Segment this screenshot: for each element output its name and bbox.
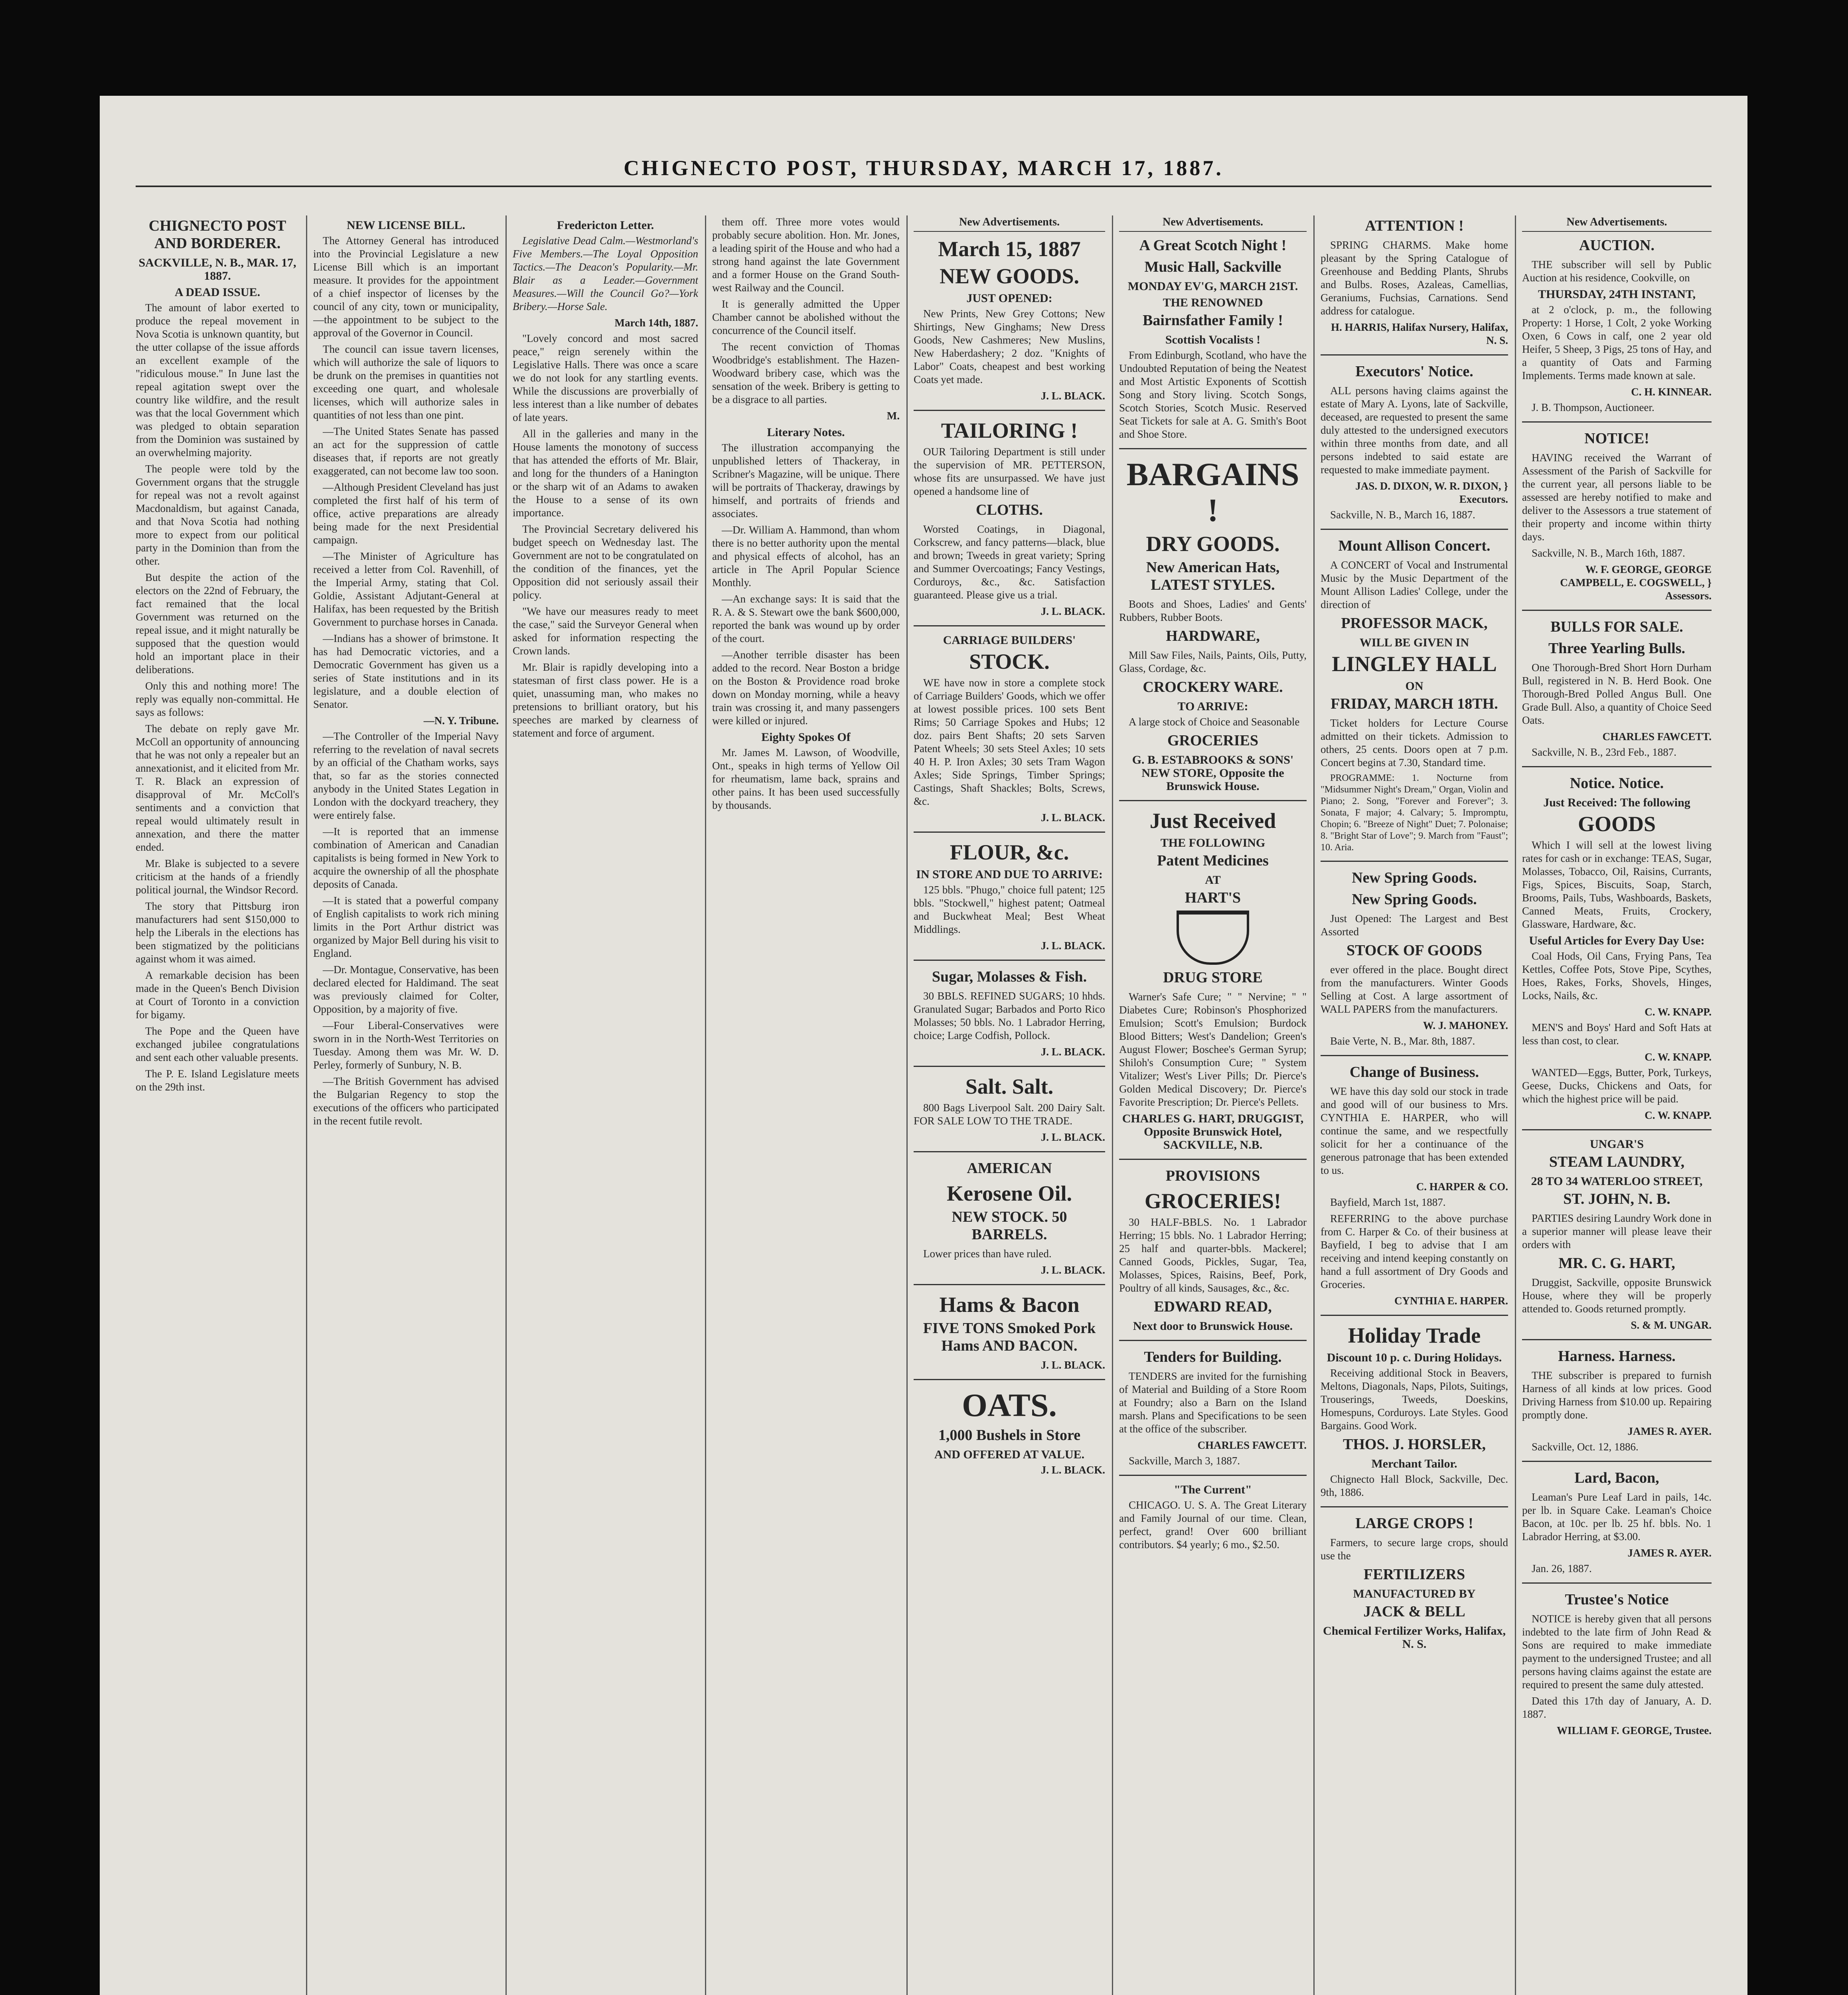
ad-body: 800 Bags Liverpool Salt. 200 Dairy Salt. FOR SALE LOW TO THE TRADE. (914, 1102, 1105, 1127)
column-4 (712, 215, 900, 1995)
signature: M. (886, 410, 900, 422)
ad-signature: W. F. GEORGE, GEORGE CAMPBELL, E. COGSWELL, } Assessors. (1560, 563, 1712, 602)
ad-body: SPRING CHARMS. Make home pleasant by the Spring Catalogue of Greenhouse and Bedding Plants, Shrubs and Bulbs. Roses, Azaleas, Camellias, Geraniums, Fuchsias, Carnations. Send address for catalogue. (1321, 239, 1508, 317)
paragraph: "We have our measures ready to meet the case," said the Surveyor General when asked for information respecting the Crown lands. (513, 605, 698, 657)
ad-body: NOTICE is hereby given that all persons indebted to the late firm of John Read & Sons are required to make immediate payment to the undersigned Trustee; and all persons having claims against the estate are required to present the same duly attested. (1522, 1613, 1712, 1691)
ad-title: ATTENTION ! (1365, 217, 1464, 234)
ad-subtitle: THE FOLLOWING (1160, 836, 1266, 849)
ad-signature: J. L. BLACK. (1040, 1359, 1105, 1371)
column-header: New Advertisements. (1522, 215, 1712, 232)
ad-body: CHICAGO. U. S. A. The Great Literary and Family Journal of our time. Clean, perfect, grand! Over 600 brilliant contributors. $4 yearly; 6 mo., $2.50. (1119, 1499, 1307, 1551)
ad-title: NOTICE! (1584, 430, 1649, 447)
ad-body: From Edinburgh, Scotland, who have the Undoubted Reputation of being the Neatest and Most Artistic Exponents of Scottish Song and Story living. Scotch Songs, Scotch Stories, Scotch Music. Reserved Seat Tickets for sale at A. G. Smith's Boot and Shoe Store. (1119, 349, 1307, 440)
divider (1321, 1055, 1508, 1056)
masthead-rule (136, 186, 1712, 187)
divider (1522, 1339, 1712, 1340)
column-5 (914, 215, 1105, 1995)
ad-title: New Spring Goods. (1352, 869, 1477, 886)
column-header: New Advertisements. (1119, 215, 1307, 232)
column-3 (513, 215, 698, 1995)
divider (914, 832, 1105, 833)
newspaper-page (100, 96, 1747, 1995)
column-6 (1119, 215, 1307, 1995)
ad-body: Which I will sell at the lowest living rates for cash or in exchange: TEAS, Sugar, Molasses, Tobacco, Oil, Raisins, Currants, Figs, Spices, Biscuits, Soap, Starch, Brooms, Pails, Tubs, Washboards, Baskets, Canned Meats, Fruits, Crockery, Glassware, Hardware, &c. (1522, 839, 1712, 930)
ad-body: Receiving additional Stock in Beavers, Meltons, Diagonals, Naps, Pilots, Suitings, Trouserings, Tweeds, Doeskins, Homespuns, Corduroys. Late Styles. Good Bargains. Good Work. (1321, 1367, 1508, 1432)
ad-signature: J. L. BLACK. (1040, 1131, 1105, 1143)
paragraph: "Lovely concord and most sacred peace," reign serenely within the Legislative Halls. There was once a scare we do not look for any startling events. While the discussions are proverbially of less interest than a like number of debates of late years. (513, 332, 698, 423)
ad-signature: Next door to Brunswick House. (1133, 1319, 1293, 1333)
divider (1321, 861, 1508, 862)
ad-subtitle: NEW STOCK. 50 BARRELS. (952, 1209, 1067, 1243)
divider (914, 1151, 1105, 1152)
ad-date: Sackville, N. B., March 16th, 1887. (1532, 547, 1685, 559)
ad-title: Harness. Harness. (1558, 1348, 1676, 1365)
ad-body: WE have this day sold our stock in trade and good will of our business to Mrs. CYNTHIA E. HARPER, who will continue the same, and we respectfully solicit for her a continuance of the generous patronage that has been extended to us. (1321, 1085, 1508, 1176)
paragraph: them off. Three more votes would probably secure abolition. Hon. Mr. Jones, a leading spirit of the House and who had a strong hand against the late Government and a former House on the Grand South-west Railway and the Council. (712, 216, 900, 294)
ad-title: Mount Allison Concert. (1338, 537, 1491, 554)
ad-heading: HARDWARE, (1166, 628, 1260, 644)
divider (1119, 800, 1307, 801)
ad-subtitle: AT (1205, 873, 1221, 887)
ad-body: ALL persons having claims against the estate of Mary A. Lyons, late of Sackville, deceased, are requested to present the same duly attested to the undersigned executors within three months from date, and all persons indebted to said estate are requested to make immediate payment. (1321, 385, 1508, 476)
ad-subtitle: Scottish Vocalists ! (1165, 333, 1261, 346)
paragraph: —The British Government has advised the Bulgarian Regency to stop the executions of the officers who participated in the recent futile revolt. (313, 1075, 499, 1127)
paragraph: The Attorney General has introduced into the Provincial Legislature a new License Bill which is an important measure. It provides for the appointment of a chief inspector of licenses by the council of any city, town or municipality,—the appointment to be subject to the approval of the Governor in Council. (313, 235, 499, 339)
divider (914, 960, 1105, 961)
ad-heading: STEAM LAUNDRY, (1549, 1154, 1685, 1170)
ad-signature: J. L. BLACK. (1040, 1046, 1105, 1058)
ad-subtitle: WILL BE GIVEN IN (1359, 636, 1469, 649)
ad-signature: C. W. KNAPP. (1645, 1051, 1712, 1063)
ad-body: HAVING received the Warrant of Assessment of the Parish of Sackville for the current year, all persons liable to be assessed are hereby notified to make and deliver to the Assessors a true statement of their property and income within thirty days. (1522, 452, 1712, 543)
ad-signature: JAMES R. AYER. (1627, 1425, 1712, 1437)
column-rule (1515, 215, 1516, 1995)
ad-signature: G. B. ESTABROOKS & SONS' NEW STORE, Opposite the Brunswick House. (1132, 753, 1294, 793)
paragraph: Mr. Blake is subjected to a severe criticism at the hands of a friendly political journal, the Windsor Record. (136, 857, 299, 896)
ad-date: MONDAY EV'G, MARCH 21ST. (1127, 280, 1298, 293)
ad-body: THE subscriber is prepared to furnish Harness of all kinds at low prices. Good Driving Harness from $10.00 up. Repairing promptly done. (1522, 1369, 1712, 1421)
ad-title: BULLS FOR SALE. (1550, 618, 1683, 635)
ad-heading: STOCK. (969, 650, 1050, 674)
ad-title: FLOUR, &c. (950, 840, 1069, 864)
article-title: NEW LICENSE BILL. (346, 219, 466, 232)
ad-heading: Three Yearling Bulls. (1548, 640, 1686, 657)
ad-title: Notice. Notice. (1570, 775, 1664, 792)
ad-body: One Thorough-Bred Short Horn Durham Bull, registered in N. B. Herd Book. One Thorough-Bred Polled Angus Bull. One Grade Bull. Also, a quantity of Choice Seed Oats. (1522, 662, 1712, 726)
paragraph: —Four Liberal-Conservatives were sworn in in the North-West Territories on Tuesday. Among them was Mr. W. D. Perley, formerly of Sunbury, N. B. (313, 1019, 499, 1071)
ad-date: Bayfield, March 1st, 1887. (1330, 1196, 1446, 1208)
ad-title: Sugar, Molasses & Fish. (932, 968, 1087, 985)
divider (1522, 610, 1712, 611)
divider (914, 1379, 1105, 1380)
ad-body: Leaman's Pure Leaf Lard in pails, 14c. per lb. in Square Cake. Leaman's Choice Bacon, at 10c. per lb. 25 hf. bbls. No. 1 Labrador Herring, at $3.00. (1522, 1491, 1712, 1543)
ad-date: Sackville, Oct. 12, 1886. (1532, 1441, 1639, 1453)
ad-heading: FERTILIZERS (1363, 1566, 1465, 1583)
ad-signature: H. HARRIS, Halifax Nursery, Halifax, N. S. (1331, 321, 1508, 346)
ad-signature: Chemical Fertilizer Works, Halifax, N. S. (1323, 1624, 1506, 1651)
ad-body: A CONCERT of Vocal and Instrumental Music by the Music Department of the Mount Allison Ladies' College, under the direction of (1321, 559, 1508, 610)
ad-date: Jan. 26, 1887. (1532, 1562, 1592, 1574)
paragraph: The debate on reply gave Mr. McColl an opportunity of announcing that he was not only a repealer but an annexationist, and it elicited from Mr. T. R. Black an expression of disapproval of Mr. McColl's sentiments and a conviction that repeal would ultimately result in annexation, and there the matter ended. (136, 723, 299, 853)
paragraph: The amount of labor exerted to produce the repeal movement in Nova Scotia is unknown quantity, but the utter collapse of the issue affords an excellent example of the "ridiculous mouse." In June last the repeal agitation swept over the country like wildfire, and the result was that the local Government which was pledged to obtain separation from the Dominion was sustained by an overwhelming majority. (136, 302, 299, 458)
divider (1321, 1506, 1508, 1507)
column-rule (306, 215, 307, 1995)
paragraph: A remarkable decision has been made in the Queen's Bench Division at Court of Toronto in a conviction for bigamy. (136, 969, 299, 1021)
divider (1119, 1159, 1307, 1160)
divider (1522, 421, 1712, 423)
dateline: SACKVILLE, N. B., MAR. 17, 1887. (138, 256, 296, 282)
ad-heading: DRUG STORE (1163, 969, 1263, 986)
divider (914, 410, 1105, 411)
ad-heading: DRY GOODS. (1146, 532, 1280, 556)
ad-heading: CLOTHS. (976, 502, 1043, 518)
ad-signature: C. W. KNAPP. (1645, 1109, 1712, 1121)
ad-signature: Merchant Tailor. (1371, 1457, 1457, 1470)
ad-signature: CHARLES G. HART, DRUGGIST, Opposite Brunswick Hotel, SACKVILLE, N.B. (1122, 1112, 1304, 1152)
ad-subtitle: JUST OPENED: (966, 292, 1052, 305)
divider (1119, 448, 1307, 449)
ad-title: UNGAR'S (1589, 1138, 1644, 1151)
paragraph: The council can issue tavern licenses, which will authorize the sale of liquors to be drunk on the premises in quantities not exceeding one quart, and wholesale licenses, which will authorize sales in quantities of not less than one pint. (313, 343, 499, 421)
paragraph: —It is reported that an immense combination of American and Canadian capitalists is being formed in New York to acquire the ownership of all the phosphate deposits of Canada. (313, 826, 499, 890)
ad-body: 30 HALF-BBLS. No. 1 Labrador Herring; 15 bbls. No. 1 Labrador Herring; 25 half and quarter-bbls. Mackerel; Canned Goods, Pickles, Sugar, Tea, Molasses, Spices, Raisins, Beef, Pork, Poultry of all kinds, Sausages, &c., &c. (1119, 1216, 1307, 1294)
ad-date: Sackville, N. B., March 16, 1887. (1330, 509, 1475, 521)
divider (1321, 1315, 1508, 1316)
ad-heading: Patent Medicines (1157, 852, 1269, 869)
ad-title: Trustee's Notice (1565, 1591, 1669, 1608)
ad-body: Farmers, to secure large crops, should use the (1321, 1537, 1508, 1562)
ad-title: Hams & Bacon (939, 1293, 1080, 1317)
ad-signature: C. H. KINNEAR. (1631, 386, 1712, 398)
ad-date: Chignecto Hall Block, Sackville, Dec. 9th, 1886. (1321, 1473, 1508, 1498)
ad-heading: LINGLEY HALL (1332, 652, 1497, 676)
ad-body: Lower prices than have ruled. (923, 1248, 1052, 1260)
divider (1522, 1582, 1712, 1584)
paragraph: The P. E. Island Legislature meets on the 29th inst. (136, 1068, 299, 1093)
column-rule (505, 215, 507, 1995)
divider (1321, 354, 1508, 356)
ad-title: OATS. (962, 1387, 1057, 1423)
ad-subtitle: THE RENOWNED (1163, 296, 1263, 309)
column-rule (705, 215, 706, 1995)
divider (1522, 1129, 1712, 1130)
paragraph: All in the galleries and many in the House laments the monotony of success that has attended the efforts of Mr. Blair, and long for the thunders of a Hanington or the sharp wit of an Adams to awaken the House to a sense of its own importance. (513, 428, 698, 519)
article-date: March 14th, 1887. (614, 317, 698, 329)
paragraph: —Dr. Montague, Conservative, has been declared elected for Haldimand. The seat was previously claimed for Colter, Opposition, by a majority of five. (313, 964, 499, 1015)
ad-title: AMERICAN (967, 1160, 1052, 1177)
ad-subtitle: 28 TO 34 WATERLOO STREET, (1531, 1175, 1703, 1188)
ad-signature: WILLIAM F. GEORGE, Trustee. (1556, 1724, 1712, 1736)
ad-subtitle: Useful Articles for Every Day Use: (1529, 934, 1705, 947)
ad-date: Sackville, March 3, 1887. (1129, 1455, 1240, 1467)
divider (1119, 1475, 1307, 1476)
ad-body: WE have now in store a complete stock of Carriage Builders' Goods, which we offer at lowest possible prices. 100 sets Bent Rims; 50 Carriage Spokes and Hubs; 12 doz. pairs Bent Shafts; 20 sets Sarven Patent Wheels; 30 sets Steel Axles; 10 sets 40 H. P. Iron Axles; 30 sets Tram Wagon Axles; Side Springs, Timber Springs; Castings, Shaft Shackles; Bolts, Screws, &c. (914, 677, 1105, 807)
ad-title: BARGAINS ! (1126, 456, 1299, 528)
ad-heading: ST. JOHN, N. B. (1563, 1191, 1670, 1207)
ad-subtitle: Discount 10 p. c. During Holidays. (1327, 1351, 1502, 1364)
ad-heading: MR. C. G. HART, (1558, 1255, 1675, 1272)
ad-title: Lard, Bacon, (1574, 1470, 1659, 1486)
ad-signature: CYNTHIA E. HARPER. (1394, 1295, 1508, 1307)
article-title: A DEAD ISSUE. (174, 286, 261, 299)
paragraph: —Indians has a shower of brimstone. It has had Democratic victories, and a Democratic Government has given us a series of State institutions and in its legislature, and a double election of Senator. (313, 632, 499, 710)
ad-subtitle: AND OFFERED AT VALUE. (934, 1448, 1085, 1461)
ad-subtitle: TO ARRIVE: (1177, 700, 1248, 713)
section-title: Literary Notes. (767, 426, 845, 439)
ad-signature: C. W. KNAPP. (1645, 1006, 1712, 1018)
ad-heading: Bairnsfather Family ! (1143, 312, 1283, 329)
paragraph: —It is stated that a powerful company of English capitalists to work rich mining limits in the Port Arthur district was organized by Major Bell during his visit to England. (313, 895, 499, 959)
ad-heading: HART'S (1185, 889, 1241, 906)
ad-subtitle: ON (1405, 679, 1424, 693)
ad-body: Worsted Coatings, in Diagonal, Corkscrew, and fancy patterns—black, blue and brown; Tweeds in great variety; Spring and Summer Overcoatings; Fancy Vestings, Corduroys, &c., &c. Satisfaction guaranteed. Please give us a trial. (914, 523, 1105, 601)
ad-body: New Prints, New Grey Cottons; New Shirtings, New Ginghams; New Dress Goods, New Cashmeres; New Muslins, New Haberdashery; 2 doz. "Knights of Labor" Coats, cheapest and best working Coats yet made. (914, 308, 1105, 385)
ad-title: AUCTION. (1579, 237, 1655, 254)
ad-body: at 2 o'clock, p. m., the following Property: 1 Horse, 1 Colt, 2 yoke Working Oxen, 6 Cows in calf, one 2 year old Heifer, 5 Sheep, 3 Pigs, 25 tons of Hay, and a quantity of Oats and Farming Implements. Terms made known at sale. (1522, 304, 1712, 381)
ad-signature: J. L. BLACK. (1040, 812, 1105, 824)
ad-date: March 15, 1887 (938, 237, 1081, 261)
paragraph: —Dr. William A. Hammond, than whom there is no better authority upon the mental and physical effects of alcohol, has an article in The April Popular Science Monthly. (712, 524, 900, 589)
ad-subtitle: New American Hats, LATEST STYLES. (1146, 559, 1280, 593)
ad-body: Boots and Shoes, Ladies' and Gents' Rubbers, Rubber Boots. (1119, 598, 1307, 623)
ad-body: Druggist, Sackville, opposite Brunswick House, where they will be properly attended to. Goods returned promptly. (1522, 1276, 1712, 1315)
column-rule (1112, 215, 1113, 1995)
ad-signature: JAMES R. AYER. (1627, 1547, 1712, 1559)
ad-body: Just Opened: The Largest and Best Assorted (1321, 913, 1508, 938)
column-1 (136, 215, 299, 1995)
signature: —N. Y. Tribune. (423, 715, 499, 727)
ad-signature: EDWARD READ, (1154, 1298, 1272, 1315)
ad-heading: GROCERIES (1167, 732, 1259, 749)
ad-body: Warner's Safe Cure; " " Nervine; " " Diabetes Cure; Robinson's Phosphorized Emulsion; Scott's Emulsion; Burdock Blood Bitters; West's Dandelion; Green's August Flower; Boschee's German Syrup; Shiloh's Consumption Cure; " System Vitalizer; West's Liver Pills; Dr. Pierce's Golden Medical Discovery; Dr. Pierce's Favorite Prescription; Dr. Pierce's Pellets. (1119, 991, 1307, 1108)
ad-heading: JACK & BELL (1363, 1603, 1465, 1620)
ad-heading: CROCKERY WARE. (1143, 679, 1283, 695)
divider (1522, 1461, 1712, 1462)
ad-heading: GROCERIES! (1144, 1189, 1281, 1213)
paragraph: —The Minister of Agriculture has received a letter from Col. Ravenhill, of the Imperial Army, stating that Col. Goldie, Assistant Adjutant-General at Halifax, has been requested by the British Government to purchase horses in Canada. (313, 550, 499, 628)
ad-heading: FIVE TONS Smoked Pork Hams AND BACON. (923, 1320, 1096, 1354)
paragraph: —Although President Cleveland has just completed the first half of his term of office, active preparations are already being made for the next Presidential campaign. (313, 481, 499, 546)
section-title: Eighty Spokes Of (761, 731, 851, 744)
paragraph: The recent conviction of Thomas Woodbridge's establishment. The Hazen-Woodward bribery case, which was the sensation of the week. Bribery is getting to be a disgrace to all parties. (712, 341, 900, 405)
ad-title: PROVISIONS (1165, 1167, 1260, 1184)
ad-title: New Spring Goods. (1352, 891, 1477, 908)
ad-body: THE subscriber will sell by Public Auction at his residence, Cookville, on (1522, 259, 1712, 284)
paragraph: The story that Pittsburg iron manufacturers had sent $150,000 to help the Liberals in the elections has been stigmatized by the politicians against whom it was aimed. (136, 900, 299, 965)
ad-signature: J. L. BLACK. (1040, 940, 1105, 952)
concert-programme: PROGRAMME: 1. Nocturne from "Midsummer Night's Dream," Organ, Violin and Piano; 2. Song, "Forever and Forever"; 3. Sonata, F major; 4. Calvary; 5. Impromptu, Chopin; 6. "Breeze of Night" Duet; 7. Polonaise; 8. "Bright Star of Love"; 9. March from "Faust"; 10. Aria. (1321, 773, 1508, 853)
ad-body: Mill Saw Files, Nails, Paints, Oils, Putty, Glass, Cordage, &c. (1119, 649, 1307, 674)
paragraph: Only this and nothing more! The reply was equally non-committal. He says as follows: (136, 680, 299, 718)
paragraph: —The United States Senate has passed an act for the suppression of cattle diseases that, if reports are not greatly exaggerated, can not become law too soon. (313, 425, 499, 477)
ad-signature: W. J. MAHONEY. (1423, 1019, 1508, 1031)
divider (1119, 1340, 1307, 1341)
ad-body: Ticket holders for Lecture Course admitted on their tickets. Admission to others, 25 cents. Doors open at 7 p.m. Concert begins at 7.30, Standard time. (1321, 717, 1508, 768)
article-subtitle: Legislative Dead Calm.—Westmorland's Five Members.—The Loyal Opposition Tactics.—The Deacon's Popularity.—Mr. Blair as a Leader.—Government Measures.—Will the Council Go?—York Bribery.—Horse Sale. (513, 235, 698, 312)
ad-body: TENDERS are invited for the furnishing of Material and Building of a Store Room at Foundry; also a Barn on the Island marsh. Plans and Specifications to be seen at the office of the subscriber. (1119, 1370, 1307, 1435)
masthead: CHIGNECTO POST, THURSDAY, MARCH 17, 1887. (624, 156, 1224, 180)
ad-body: 125 bbls. "Phugo," choice full patent; 125 bbls. "Stockwell," highest patent; Oatmeal and Buckwheat Meal; Best Wheat Middlings. (914, 884, 1105, 935)
ad-title: Just Received (1149, 809, 1276, 833)
paragraph: The people were told by the Government organs that the struggle for repeal was not a revolt against Macdonaldism, but against Canada, and that Nova Scotia had nothing more to expect from our political party in the Dominion than from the other. (136, 463, 299, 567)
paragraph: Mr. James M. Lawson, of Woodville, Ont., speaks in high terms of Yellow Oil for rheumatism, lame back, sprains and other pains. It has been used successfully by thousands. (712, 747, 900, 811)
ad-title: LARGE CROPS ! (1355, 1515, 1473, 1532)
ad-heading: GOODS (1578, 812, 1656, 836)
ad-body: ever offered in the place. Bought direct from the manufacturers. Winter Goods Selling at Cost. A large assortment of WALL PAPERS from the manufacturers. (1321, 964, 1508, 1015)
ad-body: REFERRING to the above purchase from C. Harper & Co. of their business at Bayfield, I beg to advise that I am receiving and intend keeping constantly on hand a full assortment of Dry Goods and Groceries. (1321, 1213, 1508, 1290)
ad-body: A large stock of Choice and Seasonable (1129, 716, 1300, 728)
ad-date: Dated this 17th day of January, A. D. 1887. (1522, 1695, 1712, 1720)
ad-signature: C. HARPER & CO. (1416, 1181, 1508, 1193)
ad-date: THURSDAY, 24TH INSTANT, (1538, 288, 1696, 301)
ad-title: NEW GOODS. (939, 264, 1080, 288)
paragraph: —An exchange says: It is said that the R. A. & S. Stewart owe the bank $600,000, reported the bank was wound up by order of the court. (712, 593, 900, 644)
ad-signature: JAS. D. DIXON, W. R. DIXON, } Executors. (1355, 480, 1508, 505)
ad-heading: STOCK OF GOODS (1347, 942, 1482, 959)
ad-title: CARRIAGE BUILDERS' (943, 634, 1076, 647)
divider (1321, 529, 1508, 530)
ad-subtitle: Just Received: The following (1543, 796, 1690, 809)
ad-subtitle: IN STORE AND DUE TO ARRIVE: (916, 868, 1103, 881)
column-7 (1321, 215, 1508, 1995)
ad-heading: 1,000 Bushels in Store (938, 1427, 1081, 1444)
divider (914, 1284, 1105, 1285)
paragraph: —The Controller of the Imperial Navy referring to the revelation of naval secrets by an official of the Chatham works, says that, so far as the stories connected anybody in the United States Legation in London with the dockyard treachery, they were entirely false. (313, 730, 499, 821)
ad-title: Tenders for Building. (1144, 1349, 1282, 1365)
divider (914, 1066, 1105, 1067)
column-8 (1522, 215, 1712, 1995)
ad-title: Salt. Salt. (965, 1075, 1054, 1098)
ad-signature: J. L. BLACK. (1040, 1464, 1105, 1476)
divider (914, 625, 1105, 626)
ad-auctioneer: J. B. Thompson, Auctioneer. (1532, 401, 1655, 413)
ad-heading: FRIDAY, MARCH 18TH. (1331, 695, 1498, 712)
ad-date: Baie Verte, N. B., Mar. 8th, 1887. (1330, 1035, 1475, 1047)
ad-body: PARTIES desiring Laundry Work done in a superior manner will please leave their orders with (1522, 1212, 1712, 1250)
ad-signature: S. & M. UNGAR. (1631, 1319, 1712, 1331)
ad-body: OUR Tailoring Department is still under the supervision of MR. PETTERSON, whose fits are unsurpassed. We have just opened a handsome line of (914, 446, 1105, 497)
column-header: New Advertisements. (914, 215, 1105, 232)
ad-title: TAILORING ! (941, 419, 1078, 442)
ad-subtitle: MANUFACTURED BY (1353, 1587, 1476, 1600)
ad-title: Holiday Trade (1348, 1323, 1481, 1347)
article-title: Fredericton Letter. (557, 219, 654, 232)
ad-body: 30 BBLS. REFINED SUGARS; 10 hhds. Granulated Sugar; Barbados and Porto Rico Molasses; 50 bbls. No. 1 Labrador Herring, choice; Large Codfish, Pollock. (914, 990, 1105, 1041)
ad-signature: CHARLES FAWCETT. (1602, 731, 1712, 743)
column-2 (313, 215, 499, 1995)
ad-title: Executors' Notice. (1355, 363, 1473, 380)
ad-body: WANTED—Eggs, Butter, Pork, Turkeys, Geese, Ducks, Chickens and Oats, for which the highest price will be paid. (1522, 1067, 1712, 1105)
ad-title: Change of Business. (1349, 1064, 1479, 1080)
ad-signature: CHARLES FAWCETT. (1197, 1439, 1307, 1451)
paragraph: But despite the action of the electors on the 22nd of February, the fact remained that the local Government was returned on the repeal issue, and it might naturally be supposed that the question would hold an important place in their deliberations. (136, 571, 299, 676)
paragraph: The illustration accompanying the unpublished letters of Thackeray, in Scribner's Magazine, will be unique. There will be portraits of Thackeray, drawings by himself, and portraits of friends and associates. (712, 442, 900, 519)
ad-title: "The Current" (1174, 1483, 1252, 1496)
ad-place: Music Hall, Sackville (1144, 259, 1281, 275)
ad-heading: Kerosene Oil. (947, 1181, 1072, 1205)
divider (1522, 766, 1712, 767)
paragraph: —Another terrible disaster has been added to the record. Near Boston a bridge on the Boston & Providence road broke down on Monday morning, while a heavy train was crossing it, and many passengers were killed or injured. (712, 649, 900, 727)
column-rule (906, 215, 908, 1995)
paper-header: CHIGNECTO POST AND BORDERER. (148, 217, 286, 252)
column-rule (1313, 215, 1315, 1995)
ad-body: MEN'S and Boys' Hard and Soft Hats at less than cost, to clear. (1522, 1021, 1712, 1047)
ad-body: Coal Hods, Oil Cans, Frying Pans, Tea Kettles, Coffee Pots, Stove Pipe, Scythes, Hoes, Rakes, Forks, Shovels, Hinges, Locks, Nails, &c. (1522, 950, 1712, 1001)
paragraph: It is generally admitted the Upper Chamber cannot be abolished without the concurrence of the Council itself. (712, 298, 900, 336)
ad-title: A Great Scotch Night ! (1139, 237, 1287, 254)
ad-signature: J. L. BLACK. (1040, 390, 1105, 402)
paragraph: Mr. Blair is rapidly developing into a statesman of first class power. He is a quiet, unassuming man, who makes no pretensions to brilliant oratory, but his speeches are marked by clearness of statement and force of argument. (513, 661, 698, 739)
ad-heading: PROFESSOR MACK, (1341, 615, 1488, 632)
ad-signature: THOS. J. HORSLER, (1343, 1436, 1486, 1453)
paragraph: The Pope and the Queen have exchanged jubilee congratulations and sent each other valuable presents. (136, 1025, 299, 1063)
ad-date: Sackville, N. B., 23rd Feb., 1887. (1532, 746, 1676, 758)
ad-signature: J. L. BLACK. (1040, 1264, 1105, 1276)
ad-signature: J. L. BLACK. (1040, 605, 1105, 617)
paragraph: The Provincial Secretary delivered his budget speech on Wednesday last. The Government are not to be congratulated on the condition of the finances, yet the Opposition did not seriously assail their policy. (513, 523, 698, 601)
mortar-pestle-icon (1177, 911, 1249, 965)
